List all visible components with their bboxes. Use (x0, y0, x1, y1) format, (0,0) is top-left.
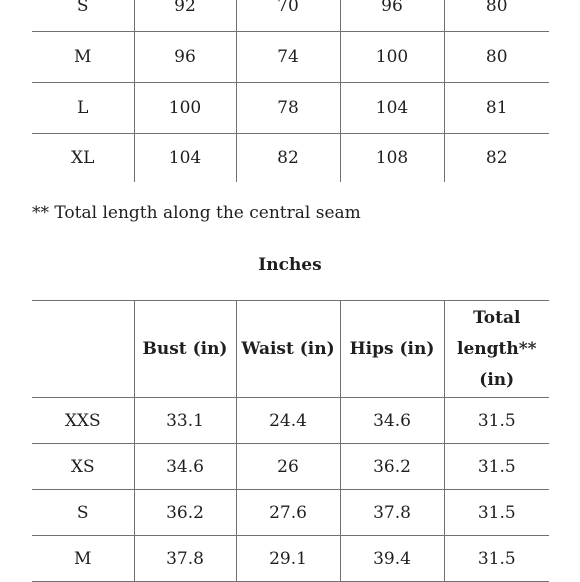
total-length-cell: 80 (444, 32, 549, 83)
total-length-cell: 31.5 (444, 444, 549, 490)
section-title-inches: Inches (258, 255, 322, 275)
header-total-length: Total length** (in) (444, 301, 549, 398)
total-length-cell: 80 (444, 0, 549, 32)
waist-cell: 24.4 (236, 398, 340, 444)
hips-cell: 108 (340, 134, 444, 183)
bust-cell: 100 (134, 83, 236, 134)
header-row (32, 301, 549, 398)
header-waist: Waist (in) (236, 301, 340, 398)
table-row-m (32, 536, 549, 582)
hips-cell: 39.4 (340, 536, 444, 582)
bust-cell: 36.2 (134, 490, 236, 536)
hips-cell: 37.8 (340, 490, 444, 536)
bust-cell: 92 (134, 0, 236, 32)
table-row-s (32, 490, 549, 536)
waist-cell: 74 (236, 32, 340, 83)
hips-cell: 34.6 (340, 398, 444, 444)
size-cell: M (32, 536, 134, 582)
size-cell: XL (32, 134, 134, 183)
size-cell: S (32, 0, 134, 32)
header-hips: Hips (in) (340, 301, 444, 398)
total-length-cell: 31.5 (444, 398, 549, 444)
size-cell: L (32, 83, 134, 134)
hips-cell: 104 (340, 83, 444, 134)
table-row-s (32, 0, 549, 32)
bust-cell: 37.8 (134, 536, 236, 582)
table-row-m (32, 32, 549, 83)
header-size (32, 301, 134, 398)
total-length-cell: 82 (444, 134, 549, 183)
waist-cell: 27.6 (236, 490, 340, 536)
table-row-xxs (32, 398, 549, 444)
bust-cell: 104 (134, 134, 236, 183)
size-cell: S (32, 490, 134, 536)
table-row-l (32, 83, 549, 134)
hips-cell: 36.2 (340, 444, 444, 490)
size-cell: M (32, 32, 134, 83)
hips-cell: 100 (340, 32, 444, 83)
bust-cell: 34.6 (134, 444, 236, 490)
total-length-cell: 31.5 (444, 490, 549, 536)
table-row-xs (32, 444, 549, 490)
size-table-inches (32, 300, 549, 582)
bust-cell: 33.1 (134, 398, 236, 444)
bust-cell: 96 (134, 32, 236, 83)
header-bust: Bust (in) (134, 301, 236, 398)
waist-cell: 78 (236, 83, 340, 134)
size-cell: XXS (32, 398, 134, 444)
footnote: ** Total length along the central seam (32, 203, 361, 223)
total-length-cell: 81 (444, 83, 549, 134)
total-length-cell: 31.5 (444, 536, 549, 582)
table-row-xl (32, 134, 549, 183)
size-table-cm (32, 0, 549, 182)
waist-cell: 29.1 (236, 536, 340, 582)
hips-cell: 96 (340, 0, 444, 32)
waist-cell: 70 (236, 0, 340, 32)
size-cell: XS (32, 444, 134, 490)
waist-cell: 26 (236, 444, 340, 490)
waist-cell: 82 (236, 134, 340, 183)
